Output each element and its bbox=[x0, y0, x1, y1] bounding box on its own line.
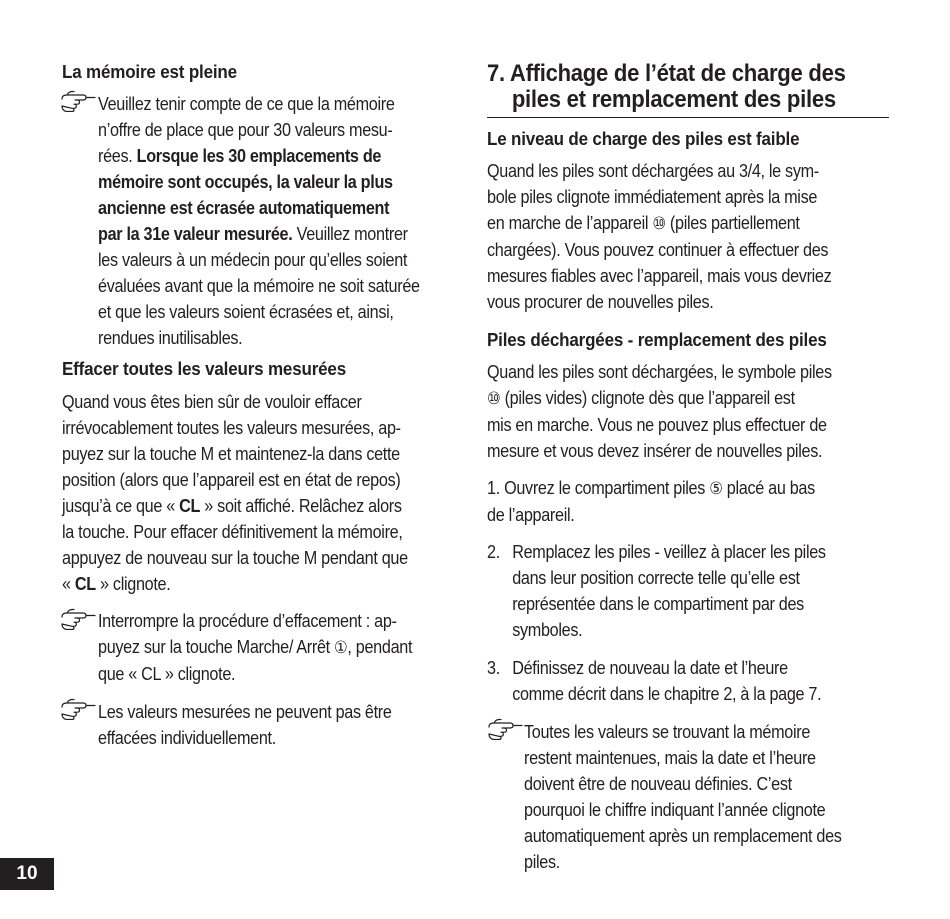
low-charge-paragraph bbox=[487, 158, 892, 315]
note-line: évaluées avant que la mémoire ne soit saturée bbox=[98, 276, 420, 296]
paragraph-line: puyez sur la touche M et maintenez-la dans cette bbox=[62, 444, 400, 464]
memory-full-note bbox=[98, 91, 467, 351]
note-line: Veuillez tenir compte de ce que la mémoire bbox=[98, 94, 395, 114]
note-text: , pendant bbox=[347, 637, 413, 657]
paragraph-text: (piles partiellement bbox=[665, 213, 800, 233]
step-text: 1. Ouvrez le compartiment piles bbox=[487, 478, 710, 498]
paragraph-line: mesures fiables avec l’appareil, mais vous devriez bbox=[487, 266, 832, 286]
circled-number: ⑩ bbox=[652, 214, 666, 233]
empty-batteries-heading: Piles déchargées - remplacement des piles bbox=[487, 329, 827, 350]
paragraph-text: jusqu’à ce que « bbox=[62, 496, 180, 516]
note-line: Les valeurs mesurées ne peuvent pas être bbox=[98, 702, 392, 722]
step-number: 2. bbox=[487, 542, 500, 562]
paragraph-text: « bbox=[62, 574, 75, 594]
chapter-title bbox=[487, 61, 846, 113]
paragraph-line: mis en marche. Vous ne pouvez plus effectuer de bbox=[487, 415, 827, 435]
paragraph-line: chargées). Vous pouvez continuer à effectuer des bbox=[487, 240, 829, 260]
note-line: rendues inutilisables. bbox=[98, 328, 243, 348]
step-2 bbox=[487, 539, 892, 643]
note-bold: ancienne est écrasée automatiquement bbox=[98, 198, 390, 218]
note-line: automatiquement après un remplacement des bbox=[524, 826, 842, 846]
step-1 bbox=[487, 475, 892, 528]
pointing-hand-icon bbox=[61, 608, 97, 630]
paragraph-line: Quand les piles sont déchargées, le symbole piles bbox=[487, 362, 832, 382]
step-line: de l’appareil. bbox=[487, 505, 575, 525]
note-line: et que les valeurs soient écrasées et, ainsi, bbox=[98, 302, 394, 322]
circled-number: ① bbox=[334, 638, 348, 657]
interrupt-note bbox=[98, 608, 467, 687]
pointing-hand-icon bbox=[488, 718, 524, 740]
paragraph-line: la touche. Pour effacer définitivement la mémoire, bbox=[62, 522, 403, 542]
step-number: 3. bbox=[487, 658, 500, 678]
paragraph-line: position (alors que l’appareil est en état de repos) bbox=[62, 470, 401, 490]
note-line: effacées individuellement. bbox=[98, 728, 276, 748]
erase-all-paragraph bbox=[62, 389, 467, 597]
chapter-title-line: 7. Affichage de l’état de charge des bbox=[487, 60, 846, 87]
paragraph-line: appuyez de nouveau sur la touche M pendant que bbox=[62, 548, 408, 568]
note-line: Toutes les valeurs se trouvant la mémoire bbox=[524, 722, 811, 742]
step-line: Définissez de nouveau la date et l’heure bbox=[512, 658, 788, 678]
note-bold: mémoire sont occupés, la valeur la plus bbox=[98, 172, 393, 192]
circled-number: ⑩ bbox=[487, 389, 501, 408]
title-rule bbox=[487, 117, 889, 118]
paragraph-line: Quand les piles sont déchargées au 3/4, le sym- bbox=[487, 161, 819, 181]
paragraph-line: Quand vous êtes bien sûr de vouloir effacer bbox=[62, 392, 362, 412]
note-line: doivent être de nouveau définies. C’est bbox=[524, 774, 792, 794]
note-bold: par la 31e valeur mesurée. bbox=[98, 224, 293, 244]
paragraph-line: irrévocablement toutes les valeurs mesurées, ap- bbox=[62, 418, 401, 438]
individual-note bbox=[98, 699, 467, 751]
note-bold: Lorsque les 30 emplacements de bbox=[136, 146, 382, 166]
erase-all-heading: Effacer toutes les valeurs mesurées bbox=[62, 358, 347, 379]
step-line: comme décrit dans le chapitre 2, à la page 7. bbox=[512, 684, 822, 704]
paragraph-line: bole piles clignote immédiatement après la mise bbox=[487, 187, 818, 207]
step-line: Remplacez les piles - veillez à placer les piles bbox=[512, 542, 826, 562]
note-line: pourquoi le chiffre indiquant l’année clignote bbox=[524, 800, 826, 820]
circled-number: ⑤ bbox=[709, 479, 723, 498]
final-note bbox=[524, 719, 893, 875]
step-text: placé au bas bbox=[722, 478, 815, 498]
paragraph-line: mesure et vous devez insérer de nouvelles piles. bbox=[487, 441, 823, 461]
paragraph-text: en marche de l’appareil bbox=[487, 213, 653, 233]
step-line: symboles. bbox=[512, 620, 583, 640]
low-charge-heading: Le niveau de charge des piles est faible bbox=[487, 128, 800, 149]
pointing-hand-icon bbox=[61, 698, 97, 720]
empty-batteries-paragraph bbox=[487, 359, 892, 464]
cl-code: CL bbox=[74, 574, 96, 594]
pointing-hand-icon bbox=[61, 90, 97, 112]
memory-full-heading: La mémoire est pleine bbox=[62, 61, 237, 82]
note-line: que « CL » clignote. bbox=[98, 664, 236, 684]
note-line: rées. bbox=[98, 146, 137, 166]
note-line: n’offre de place que pour 30 valeurs mesu- bbox=[98, 120, 393, 140]
step-line: représentée dans le compartiment par des bbox=[512, 594, 804, 614]
page-number: 10 bbox=[0, 858, 54, 890]
cl-code: CL bbox=[179, 496, 201, 516]
paragraph-line: vous procurer de nouvelles piles. bbox=[487, 292, 714, 312]
note-line: piles. bbox=[524, 852, 560, 872]
paragraph-text: » soit affiché. Relâchez alors bbox=[200, 496, 402, 516]
chapter-title-line: piles et remplacement des piles bbox=[511, 86, 836, 113]
paragraph-text: (piles vides) clignote dès que l’appareil est bbox=[500, 388, 795, 408]
note-text: puyez sur la touche Marche/ Arrêt bbox=[98, 637, 335, 657]
paragraph-text: » clignote. bbox=[95, 574, 171, 594]
note-line: restent maintenues, mais la date et l’heure bbox=[524, 748, 816, 768]
note-line: Veuillez montrer bbox=[292, 224, 408, 244]
step-line: dans leur position correcte telle qu’elle est bbox=[512, 568, 800, 588]
step-3 bbox=[487, 655, 892, 707]
note-line: Interrompre la procédure d’effacement : ap- bbox=[98, 611, 397, 631]
note-line: les valeurs à un médecin pour qu’elles soient bbox=[98, 250, 408, 270]
